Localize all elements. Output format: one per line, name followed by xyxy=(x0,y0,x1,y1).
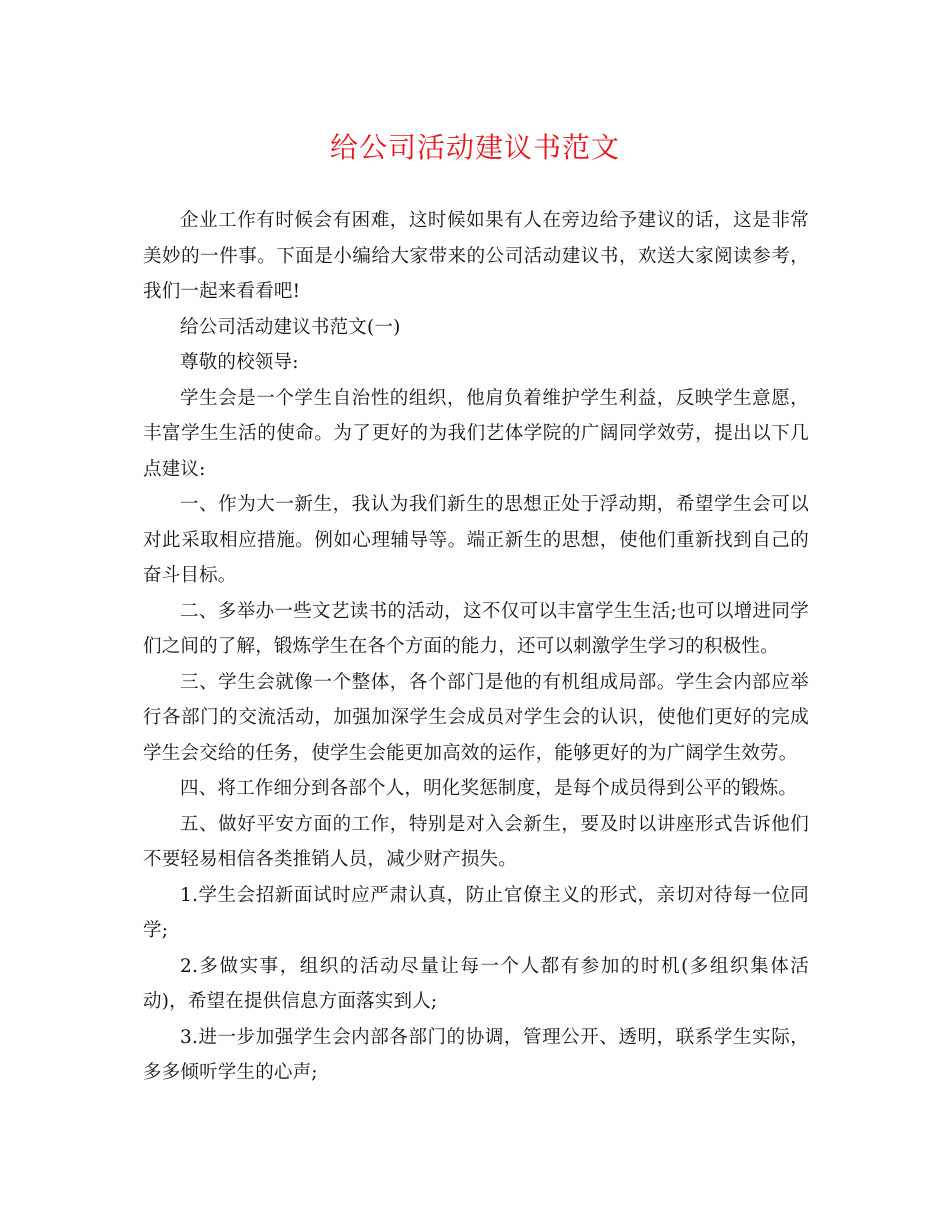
numbered-item: 3.进一步加强学生会内部各部门的协调，管理公开、透明，联系学生实际，多多倾听学生的心声; xyxy=(143,1026,809,1083)
suggestion-item: 一、作为大一新生，我认为我们新生的思想正处于浮动期，希望学生会可以对此采取相应措施。例如心理辅导等。端正新生的思想，使他们重新找到自己的奋斗目标。 xyxy=(143,494,809,586)
suggestion-item: 三、学生会就像一个整体，各个部门是他的有机组成局部。学生会内部应举行各部门的交流活动，加强加深学生会成员对学生会的认识，使他们更好的完成学生会交给的任务，使学生会能更加高效的运作，能够更好的为广阔学生效劳。 xyxy=(143,671,809,764)
suggestion-item: 五、做好平安方面的工作，特别是对入会新生，要及时以讲座形式告诉他们不要轻易相信各类推销人员，减少财产损失。 xyxy=(143,813,809,870)
section-heading: 给公司活动建议书范文(一) xyxy=(180,316,401,338)
document-body xyxy=(143,203,809,1091)
salutation: 尊敬的校领导: xyxy=(180,352,299,373)
page-title: 给公司活动建议书范文 xyxy=(329,131,620,164)
numbered-item: 1.学生会招新面试时应严肃认真，防止官僚主义的形式，亲切对待每一位同学; xyxy=(143,884,809,941)
suggestion-item: 二、多举办一些文艺读书的活动，这不仅可以丰富学生生活;也可以增进同学们之间的了解，锻炼学生在各个方面的能力，还可以刺激学生学习的积极性。 xyxy=(143,600,809,657)
numbered-item: 2.多做实事，组织的活动尽量让每一个人都有参加的时机(多组织集体活动)，希望在提供信息方面落实到人; xyxy=(143,955,809,1012)
suggestion-item: 四、将工作细分到各部个人，明化奖惩制度，是每个成员得到公平的锻炼。 xyxy=(180,778,798,799)
body-paragraph: 学生会是一个学生自治性的组织，他肩负着维护学生利益，反映学生意愿，丰富学生生活的使命。为了更好的为我们艺体学院的广阔同学效劳，提出以下几点建议: xyxy=(143,387,809,480)
intro-paragraph: 企业工作有时候会有困难，这时候如果有人在旁边给予建议的话，这是非常美妙的一件事。下面是小编给大家带来的公司活动建议书，欢送大家阅读参考，我们一起来看看吧! xyxy=(143,210,809,302)
